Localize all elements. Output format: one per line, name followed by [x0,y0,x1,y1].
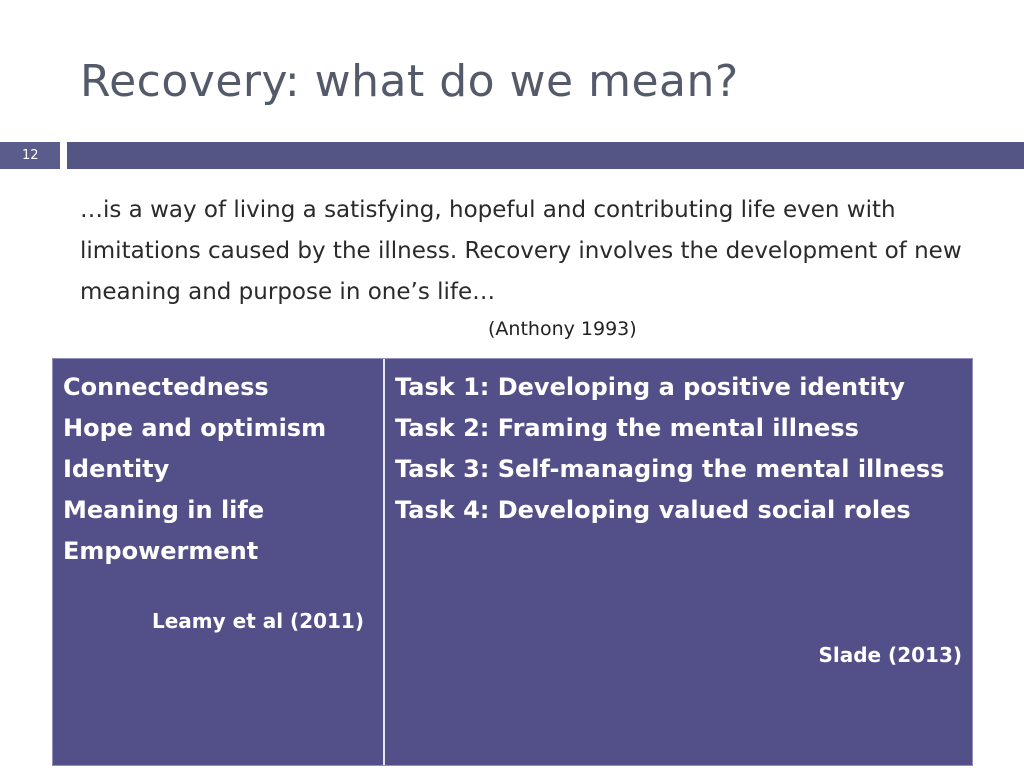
left-column-citation: Leamy et al (2011) [152,609,364,633]
list-item: Connectedness [63,373,269,401]
title-divider-bar [67,142,1024,169]
table-left-column [63,367,379,572]
table-column-divider [383,359,385,765]
list-item: Hope and optimism [63,414,327,442]
recovery-table [52,358,973,766]
list-item: Task 4: Developing valued social roles [395,496,911,524]
list-item: Empowerment [63,537,259,565]
list-item: Identity [63,455,170,483]
quote-text: …is a way of living a satisfying, hopeful and contributing life even with limitations caused by the illness. Recovery involves the development of new meaning and purpose in one’s life… [80,197,962,305]
table-right-column [395,367,965,531]
list-item: Meaning in life [63,496,265,524]
slide-number: 12 [0,142,60,169]
list-item: Task 3: Self-managing the mental illness [395,455,945,483]
right-column-citation: Slade (2013) [818,643,962,667]
quote-citation: (Anthony 1993) [488,318,637,340]
slide-title: Recovery: what do we mean? [80,56,739,107]
list-item: Task 2: Framing the mental illness [395,414,859,442]
list-item: Task 1: Developing a positive identity [395,373,905,401]
